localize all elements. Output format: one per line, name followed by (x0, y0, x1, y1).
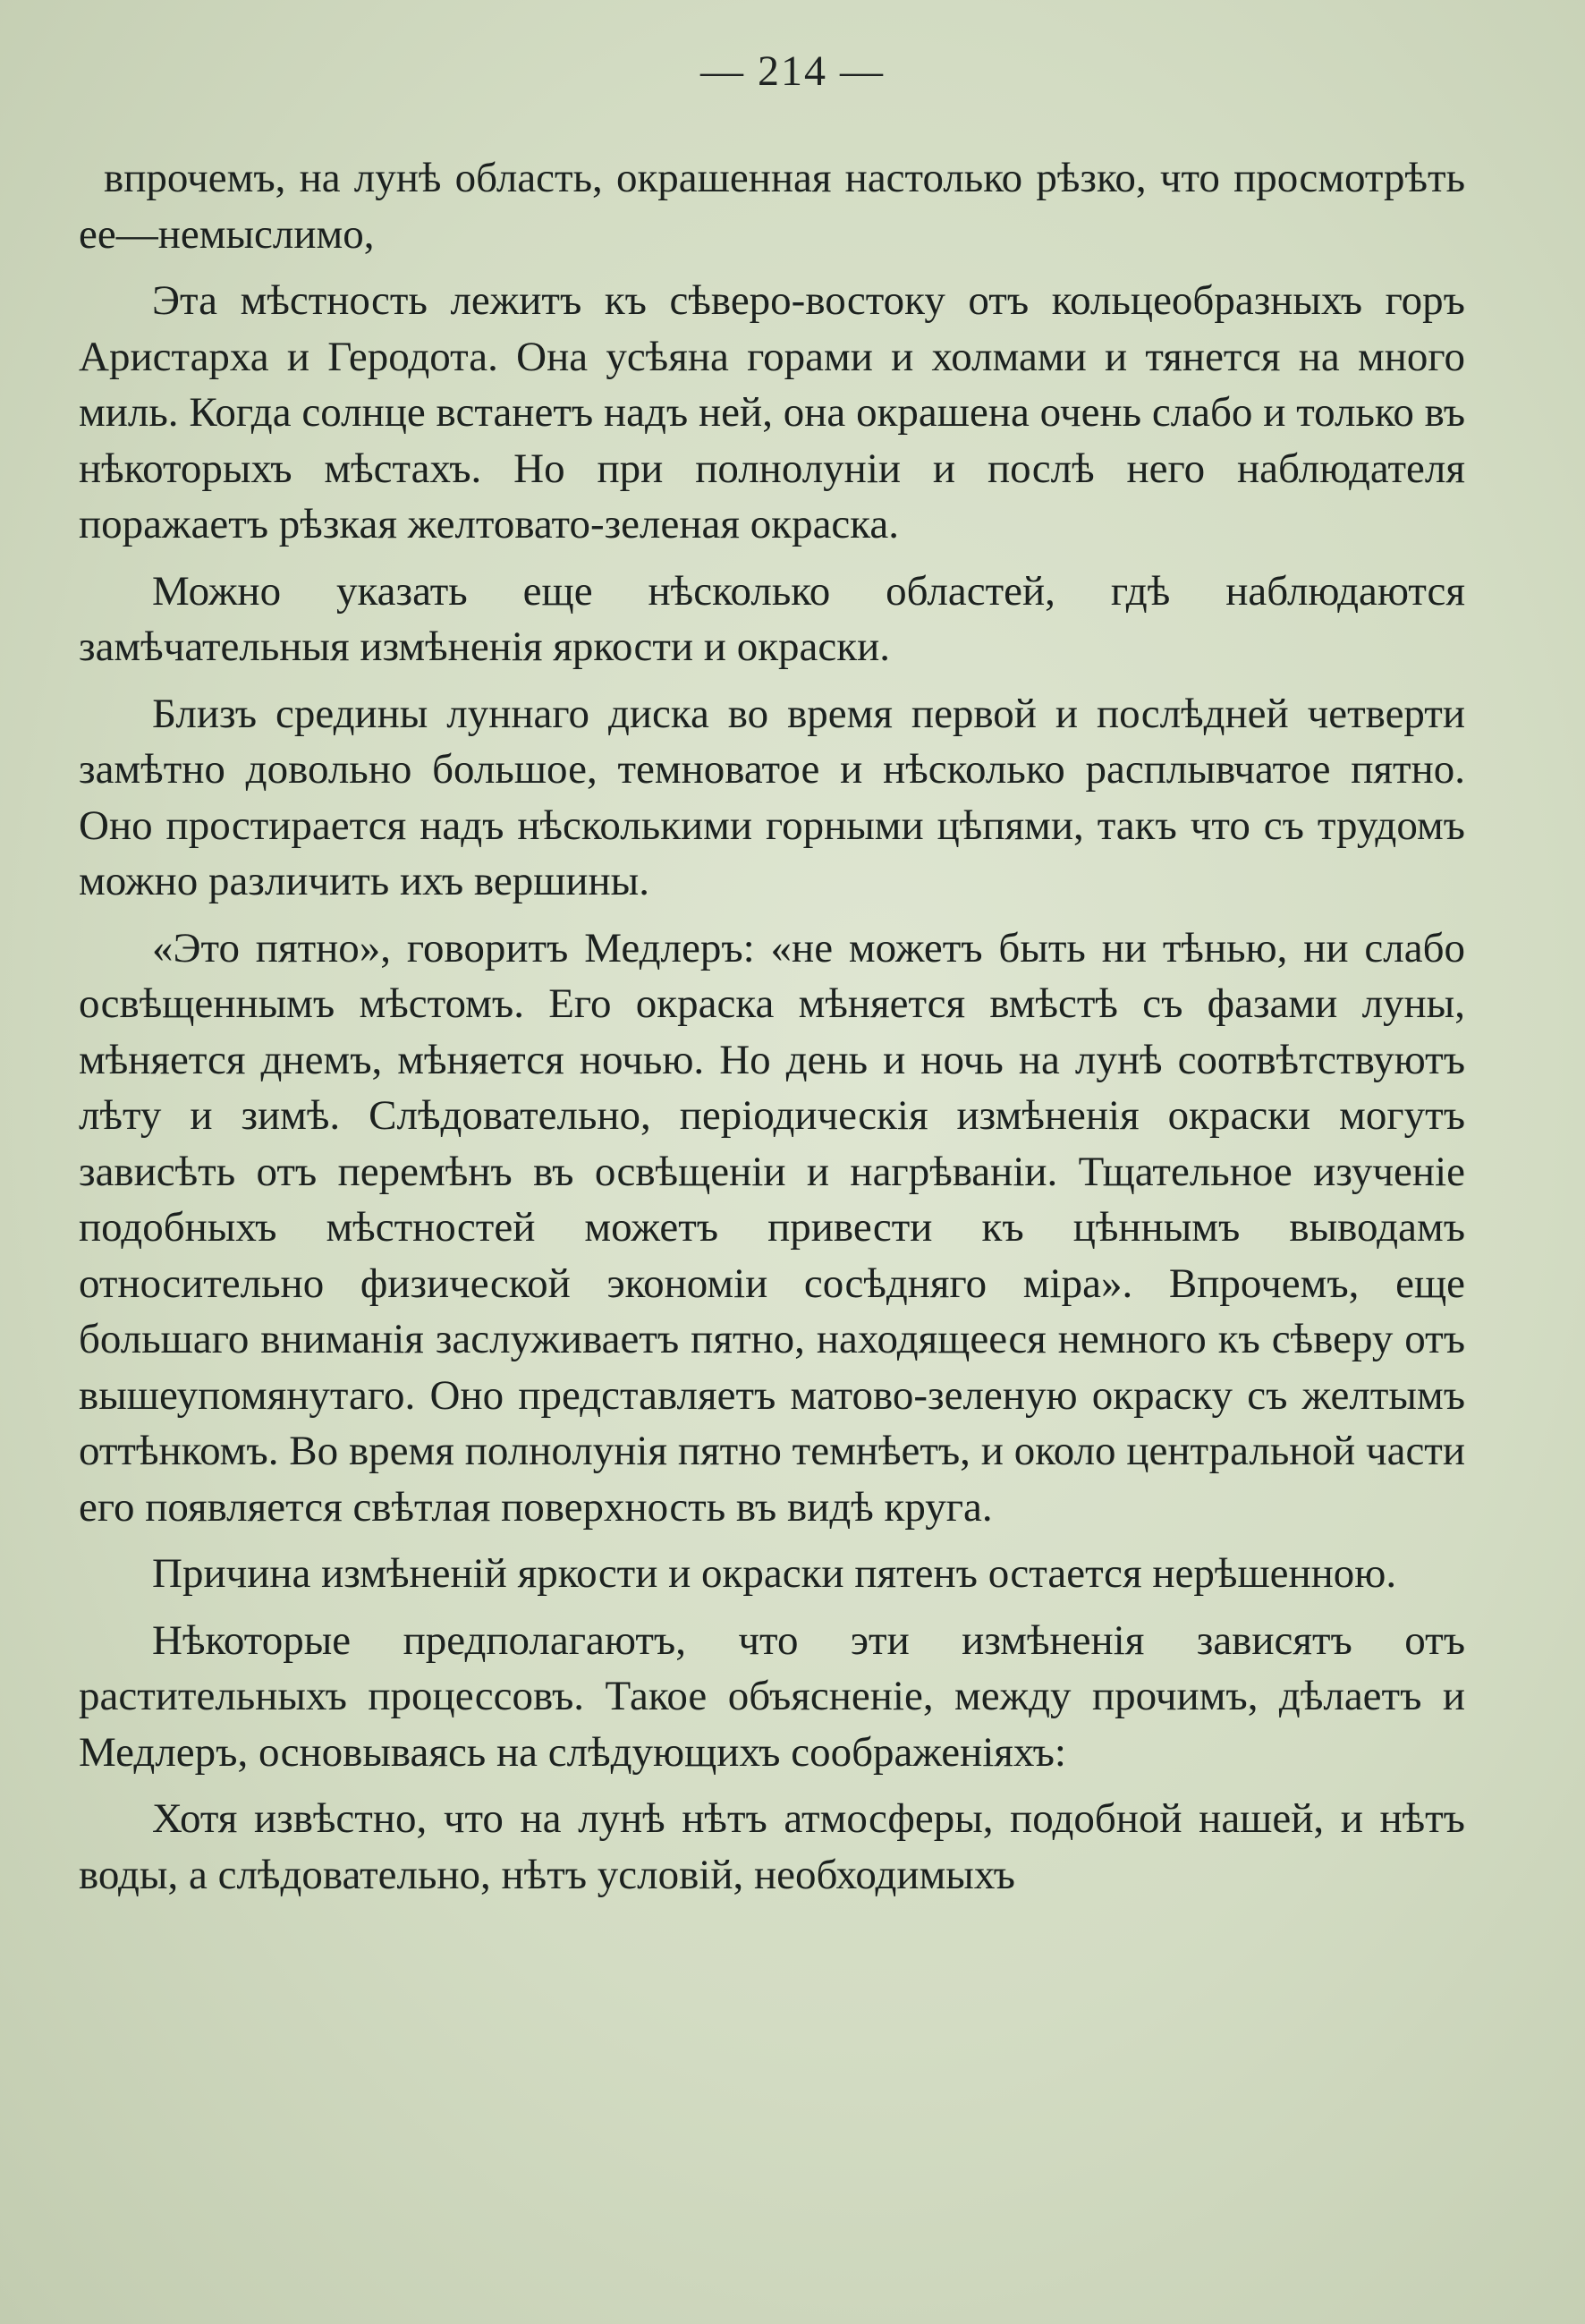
body-text (79, 150, 1465, 1913)
paragraph-7: Нѣкоторые предполагаютъ, что эти измѣненія зависятъ отъ растительныхъ процессовъ. Такое объясненіе, между прочимъ, дѣлаетъ и Медлеръ, основываясь на слѣдующихъ соображеніяхъ: (79, 1616, 1465, 1776)
paragraph-4: Близъ средины луннаго диска во время первой и послѣдней четверти замѣтно довольно большое, темноватое и нѣсколько расплывчатое пятно. Оно простирается надъ нѣсколькими горными цѣпями, такъ что съ трудомъ можно различить ихъ вершины. (79, 690, 1465, 904)
page-number: — 214 — (700, 47, 885, 95)
paragraph-6: Причина измѣненій яркости и окраски пятенъ остается нерѣшенною. (152, 1550, 1397, 1597)
paragraph-2: Эта мѣстность лежитъ къ сѣверо-востоку отъ кольцеобразныхъ горъ Аристарха и Геродота. Она усѣяна горами и холмами и тянется на много миль. Когда солнце встанетъ надъ ней, она окрашена очень слабо и только въ нѣкоторыхъ мѣстахъ. Но при полнолуніи и послѣ него наблюдателя поражаетъ рѣзкая желтовато-зеленая окраска. (79, 277, 1465, 547)
paragraph-8: Хотя извѣстно, что на лунѣ нѣтъ атмосферы, подобной нашей, и нѣтъ воды, а слѣдовательно, нѣтъ условій, необходимыхъ (79, 1795, 1465, 1898)
paragraph-1: впрочемъ, на лунѣ область, окрашенная настолько рѣзко, что просмотрѣть ее—немыслимо, (79, 155, 1465, 258)
paragraph-5: «Это пятно», говоритъ Медлеръ: «не можетъ быть ни тѣнью, ни слабо освѣщеннымъ мѣстомъ. Его окраска мѣняется вмѣстѣ съ фазами луны, мѣняется днемъ, мѣняется ночью. Но день и ночь на лунѣ соотвѣтствуютъ лѣту и зимѣ. Слѣдовательно, періодическія измѣненія окраски могутъ зависѣть отъ перемѣнъ въ освѣщеніи и нагрѣваніи. Тщательное изученіе подобныхъ мѣстностей можетъ привести къ цѣннымъ выводамъ относительно физической экономіи сосѣдняго міра». Впрочемъ, еще большаго вниманія заслуживаетъ пятно, находящееся немного къ сѣверу отъ вышеупомянутаго. Оно представляетъ матово-зеленую окраску съ желтымъ оттѣнкомъ. Во время полнолунія пятно темнѣетъ, и около центральной части его появляется свѣтлая поверхность въ видѣ круга. (79, 924, 1465, 1531)
paragraph-3: Можно указать еще нѣсколько областей, гдѣ наблюдаются замѣчательныя измѣненія яркости и окраски. (79, 567, 1465, 670)
